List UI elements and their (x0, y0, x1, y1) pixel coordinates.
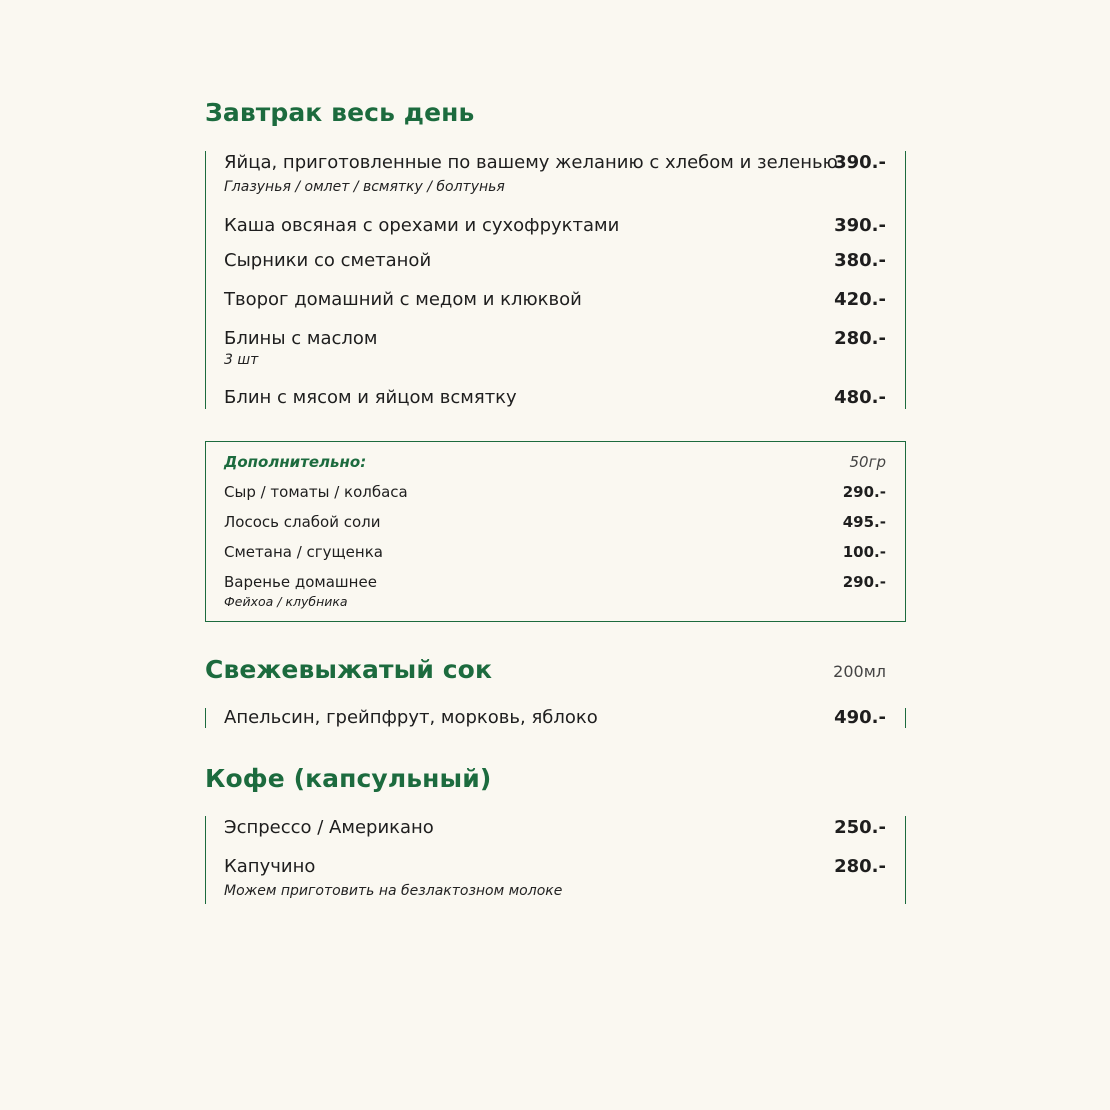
extras-item (224, 513, 886, 532)
item-name: Лосось слабой соли (224, 513, 381, 531)
menu-item (224, 707, 886, 729)
breakfast-list (205, 151, 906, 409)
section-title-coffee: Кофе (капсульный) (205, 764, 492, 793)
extras-item (224, 573, 886, 610)
extras-weight: 50гр (849, 453, 886, 471)
extras-item (224, 483, 886, 502)
extras-header (224, 453, 886, 472)
extras-title: Дополнительно: (224, 453, 367, 471)
item-name: Яйца, приготовленные по вашему желанию с хлебом и зеленью (224, 152, 838, 173)
item-price: 480.- (834, 387, 886, 408)
menu-item (224, 817, 886, 839)
menu-item (224, 387, 886, 409)
item-name: Сыр / томаты / колбаса (224, 483, 408, 501)
item-price: 280.- (834, 856, 886, 877)
menu-item (224, 215, 886, 237)
section-title-breakfast: Завтрак весь день (205, 98, 475, 127)
item-price: 280.- (834, 328, 886, 349)
item-name: Сметана / сгущенка (224, 543, 383, 561)
extras-box (205, 441, 906, 622)
item-price: 390.- (834, 215, 886, 236)
juice-volume: 200мл (833, 662, 886, 681)
item-name: Варенье домашнее (224, 573, 377, 591)
item-price: 290.- (842, 573, 886, 591)
item-name: Блины с маслом (224, 328, 378, 349)
item-name: Каша овсяная с орехами и сухофруктами (224, 215, 620, 236)
item-note: Фейхоа / клубника (224, 594, 348, 609)
item-name: Блин с мясом и яйцом всмятку (224, 387, 517, 408)
coffee-list (205, 816, 906, 904)
item-name: Эспрессо / Американо (224, 817, 434, 838)
item-note: Можем приготовить на безлактозном молоке (224, 883, 563, 899)
item-price: 495.- (842, 513, 886, 531)
item-name: Капучино (224, 856, 316, 877)
section-title-juice: Свежевыжатый сок (205, 655, 493, 684)
item-price: 380.- (834, 250, 886, 271)
menu-item (224, 856, 886, 900)
item-price: 250.- (834, 817, 886, 838)
item-note: 3 шт (224, 352, 259, 368)
item-name: Творог домашний с медом и клюквой (224, 289, 582, 310)
item-price: 490.- (834, 707, 886, 728)
item-price: 290.- (842, 483, 886, 501)
extras-item (224, 543, 886, 562)
menu-item (224, 152, 886, 196)
menu-item (224, 289, 886, 311)
menu-item (224, 328, 886, 369)
item-price: 390.- (834, 152, 886, 173)
item-name: Апельсин, грейпфрут, морковь, яблоко (224, 707, 598, 728)
item-price: 100.- (842, 543, 886, 561)
item-price: 420.- (834, 289, 886, 310)
menu-item (224, 250, 886, 272)
item-name: Сырники со сметаной (224, 250, 432, 271)
juice-list (205, 708, 906, 728)
item-note: Глазунья / омлет / всмятку / болтунья (224, 179, 505, 195)
